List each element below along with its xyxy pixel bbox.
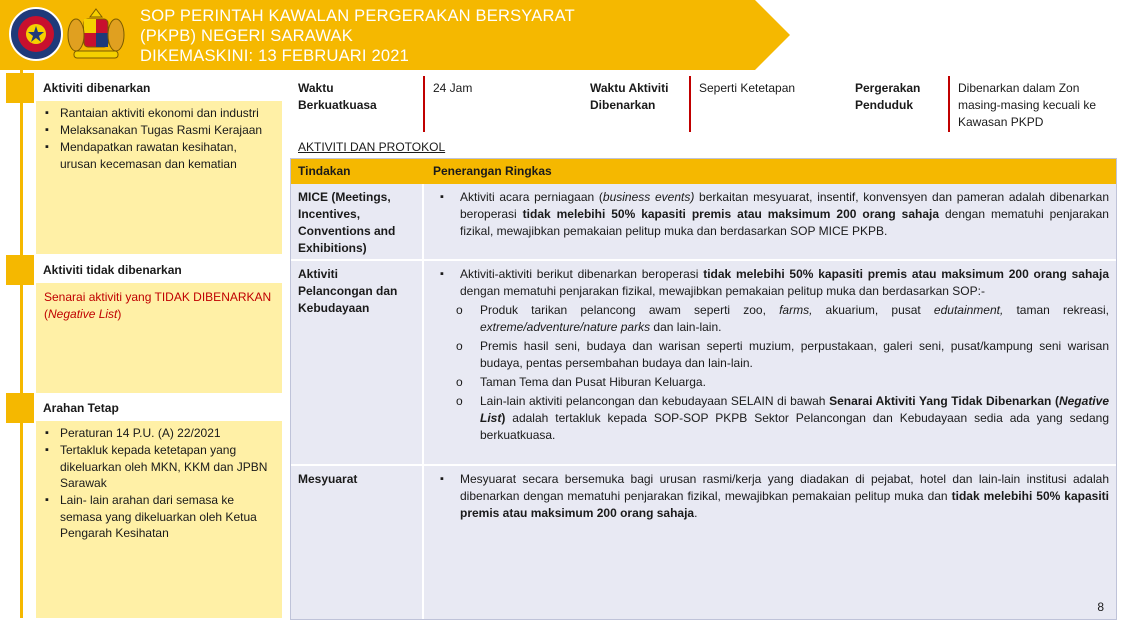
- negative-list-note: Senarai aktiviti yang TIDAK DIBENARKAN (Negative List): [44, 290, 272, 321]
- row-action: Mesyuarat: [298, 472, 358, 486]
- info-divider: [689, 76, 691, 132]
- allowed-title: Aktiviti dibenarkan: [36, 75, 282, 101]
- info-divider: [948, 76, 950, 132]
- header-titles: [140, 6, 575, 66]
- section-marker: [6, 255, 34, 285]
- info-divider: [423, 76, 425, 132]
- allowed-panel: [36, 101, 282, 254]
- list-item: ▪ Tertakluk kepada ketetapan yang dikeluarkan oleh MKN, KKM dan JPBN Sarawak: [60, 442, 274, 492]
- section-title: AKTIVITI DAN PROTOKOL: [298, 140, 446, 154]
- pergerakan-label: Pergerakan Penduduk: [855, 81, 921, 112]
- column-header: Penerangan Ringkas: [433, 164, 552, 178]
- not-allowed-panel: [36, 283, 282, 393]
- list-item: ▪ Melaksanakan Tugas Rasmi Kerajaan: [60, 122, 274, 139]
- pergerakan-value: Dibenarkan dalam Zon masing-masing kecuali ke Kawasan PKPD: [958, 81, 1097, 129]
- list-item: ▪ Mendapatkan rawatan kesihatan, urusan kecemasan dan kematian: [60, 139, 274, 172]
- list-item: ▪ Rantaian aktiviti ekonomi dan industri: [60, 105, 274, 122]
- police-seal-icon: [8, 5, 64, 63]
- section-marker: [6, 393, 34, 423]
- row-description: ▪ Aktiviti acara perniagaan (business events) berkaitan mesyuarat, insentif, konvensyen dan pameran adalah dibenarkan beroperasi tidak melebihi 50% kapasiti premis atau maksimum 200 orang sahaja dengan mematuhi penjarakan fizikal, mewajibkan pemakaian pelitup muka dan berdasarkan SOP MICE PKPB.: [424, 184, 1117, 259]
- list-item: ▪ Lain- lain arahan dari semasa ke semasa yang dikeluarkan oleh Ketua Pengarah Kesihatan: [60, 492, 274, 542]
- directives-title: Arahan Tetap: [36, 395, 282, 421]
- aktiviti-label: Waktu Aktiviti Dibenarkan: [590, 81, 669, 112]
- column-header: Tindakan: [298, 164, 351, 178]
- page-number: 8: [1097, 600, 1104, 614]
- row-action: Aktiviti Pelancongan dan Kebudayaan: [298, 267, 398, 315]
- not-allowed-title: Aktiviti tidak dibenarkan: [36, 257, 282, 283]
- title-line-1: SOP PERINTAH KAWALAN PERGERAKAN BERSYARAT: [140, 7, 575, 25]
- coat-of-arms-icon: [66, 5, 122, 63]
- list-item: ▪ Peraturan 14 P.U. (A) 22/2021: [60, 425, 274, 442]
- title-line-3: DIKEMASKINI: 13 FEBRUARI 2021: [140, 47, 409, 65]
- table-border: [290, 158, 1117, 620]
- title-line-2: (PKPB) NEGERI SARAWAK: [140, 27, 353, 45]
- waktu-label: Waktu Berkuatkuasa: [298, 81, 377, 112]
- row-action: MICE (Meetings, Incentives, Conventions and Exhibitions): [298, 190, 396, 255]
- row-description: ▪ Aktiviti-aktiviti berikut dibenarkan beroperasi tidak melebihi 50% kapasiti premis atau maksimum 200 orang sahaja dengan mematuhi penjarakan fizikal, mewajibkan pemakaian pelitup muka dan berdasarkan SOP:- o Produk tarikan pelancong awam seperti zoo, farms, akuarium, pusat edutainment, taman rekreasi, extreme/adventure/nature parks dan lain-lain. o Premis hasil seni, budaya dan warisan seperti muzium, perpustakaan, galeri seni, pusat/kampung seni warisan budaya, pentas persembahan budaya dan lain-lain. o Taman Tema dan Pusat Hiburan Keluarga. o Lain-lain aktiviti pelancongan dan kebudayaan SELAIN di bawah Senarai Aktiviti Yang Tidak Dibenarkan (Negative List) adalah tertakluk kepada SOP-SOP PKPB Sektor Pelancongan dan Kebudayaan sedia ada yang sedang berkuatkuasa.: [424, 261, 1117, 464]
- directives-panel: [36, 421, 282, 618]
- header-banner: [0, 0, 790, 70]
- row-description: ▪ Mesyuarat secara bersemuka bagi urusan rasmi/kerja yang diadakan di pejabat, hotel dan lain-lain institusi adalah dibenarkan dengan mematuhi penjarakan fizikal, mewajibkan pemakaian pelitup muka dan tidak melebihi 50% kapasiti premis atau maksimum 200 orang sahaja.: [424, 466, 1117, 620]
- waktu-value: 24 Jam: [433, 81, 473, 95]
- section-marker: [6, 73, 34, 103]
- aktiviti-value: Seperti Ketetapan: [699, 81, 796, 95]
- sidebar-timeline: [20, 70, 23, 618]
